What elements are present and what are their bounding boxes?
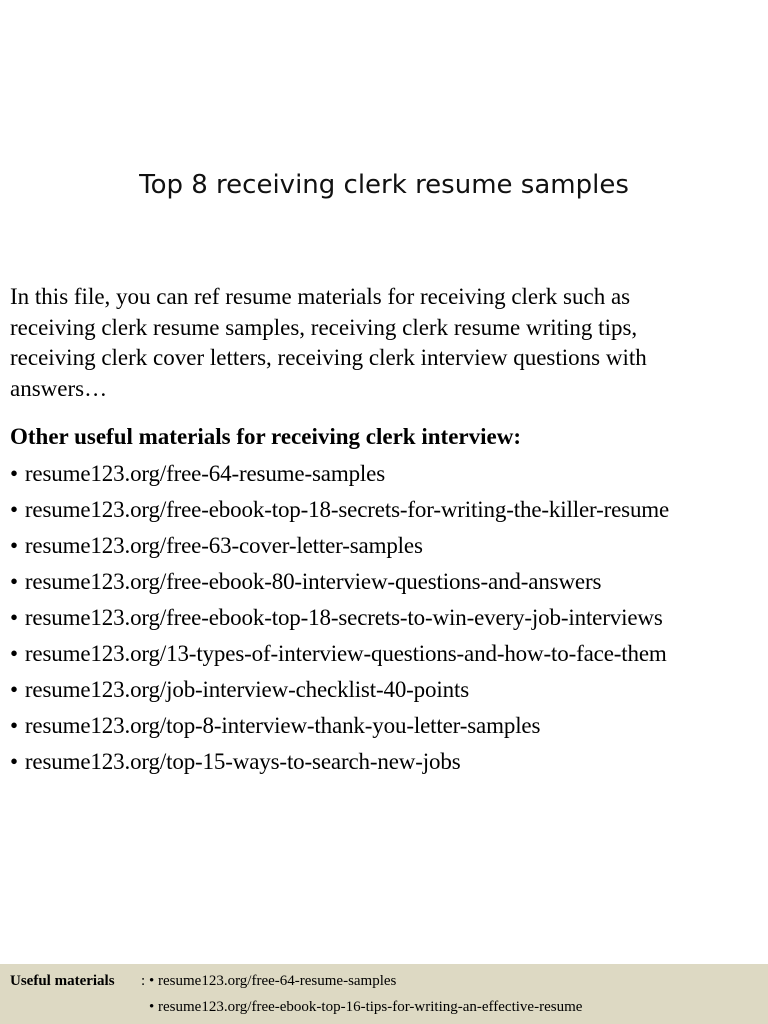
footer-label-colon: : [141, 973, 146, 989]
bullet-glyph: • [10, 569, 18, 594]
bullet-glyph: • [10, 497, 18, 522]
list-item [10, 566, 768, 602]
bullet-glyph: • [10, 641, 18, 666]
material-link[interactable]: resume123.org/free-ebook-top-18-secrets-to-win-every-job-interviews [24, 605, 663, 630]
list-item [10, 602, 768, 638]
intro-line: receiving clerk cover letters, receiving clerk interview questions with [10, 345, 647, 370]
footer-bar [0, 964, 768, 1024]
list-item [10, 530, 768, 566]
intro-paragraph [10, 282, 760, 404]
materials-heading: Other useful materials for receiving clerk interview: [10, 424, 521, 449]
list-item [10, 746, 768, 782]
list-item [10, 494, 768, 530]
material-link[interactable]: resume123.org/free-64-resume-samples [24, 461, 386, 486]
list-item [10, 638, 768, 674]
intro-line: receiving clerk resume samples, receiving clerk resume writing tips, [10, 314, 638, 340]
bullet-glyph: • [10, 713, 18, 738]
bullet-glyph: • [10, 533, 18, 558]
material-link[interactable]: resume123.org/13-types-of-interview-questions-and-how-to-face-them [24, 641, 667, 666]
intro-line: In this file, you can ref resume materials for receiving clerk such as [10, 284, 631, 309]
material-link[interactable]: resume123.org/free-ebook-80-interview-questions-and-answers [24, 569, 602, 594]
footer-link[interactable]: • resume123.org/free-64-resume-samples [149, 973, 397, 989]
intro-line: answers… [10, 375, 108, 401]
list-item [10, 710, 768, 746]
material-link[interactable]: resume123.org/top-8-interview-thank-you-letter-samples [24, 713, 541, 738]
footer-label: Useful materials [10, 973, 115, 989]
list-item [10, 458, 768, 494]
list-item [10, 674, 768, 710]
page-title: Top 8 receiving clerk resume samples [139, 170, 629, 200]
material-link[interactable]: resume123.org/top-15-ways-to-search-new-jobs [24, 749, 461, 774]
bullet-glyph: • [10, 605, 18, 630]
material-link[interactable]: resume123.org/free-63-cover-letter-samples [24, 533, 423, 558]
bullet-glyph: • [10, 677, 18, 702]
materials-list [10, 458, 768, 782]
bullet-glyph: • [10, 749, 18, 774]
bullet-glyph: • [10, 461, 18, 486]
material-link[interactable]: resume123.org/job-interview-checklist-40-points [24, 677, 470, 702]
footer-link[interactable]: • resume123.org/free-ebook-top-16-tips-for-writing-an-effective-resume [149, 999, 583, 1015]
material-link[interactable]: resume123.org/free-ebook-top-18-secrets-for-writing-the-killer-resume [24, 497, 670, 522]
